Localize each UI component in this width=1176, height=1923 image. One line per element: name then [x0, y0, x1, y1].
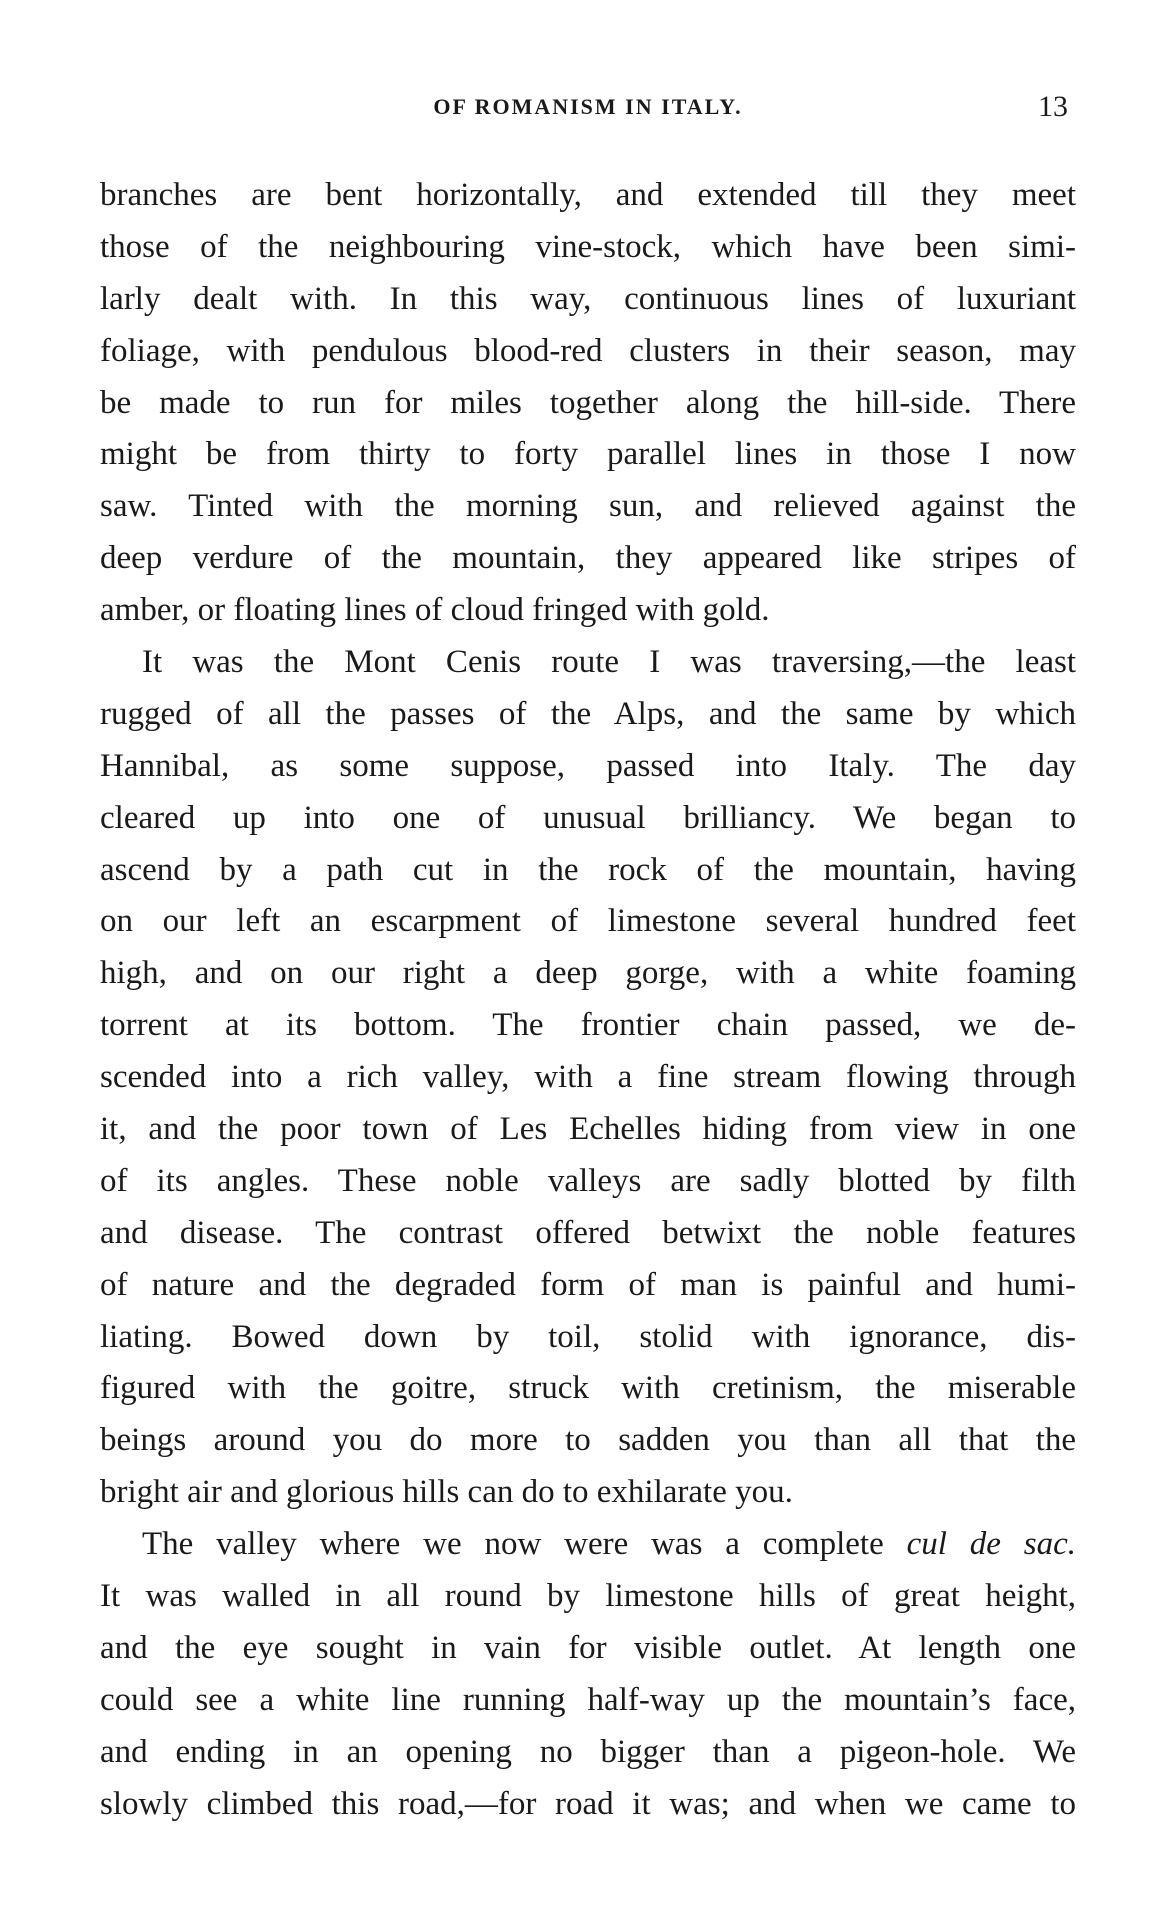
- paragraph-end-line: amber, or floating lines of cloud fringed with gold.: [100, 592, 770, 629]
- text-line: foliage, with pendulous blood-red clusters in their season, may: [100, 332, 1076, 369]
- running-head: [100, 90, 1076, 130]
- text-line: on our left an escarpment of limestone several hundred feet: [100, 903, 1076, 940]
- text-line: Hannibal, as some suppose, passed into Italy. The day: [100, 747, 1076, 784]
- text-line: of nature and the degraded form of man is painful and humi-: [100, 1266, 1076, 1303]
- text-line: liating. Bowed down by toil, stolid with ignorance, dis-: [100, 1318, 1076, 1355]
- line-text: The valley where we now were was a complete: [142, 1526, 884, 1563]
- text-line: saw. Tinted with the morning sun, and relieved against the: [100, 488, 1076, 525]
- body-text: [100, 170, 1076, 1831]
- text-line: high, and on our right a deep gorge, with a white foaming: [100, 955, 1076, 992]
- text-line: ascend by a path cut in the rock of the mountain, having: [100, 851, 1076, 888]
- text-line: those of the neighbouring vine-stock, which have been simi-: [100, 228, 1076, 265]
- text-line: slowly climbed this road,—for road it was; and when we came to: [100, 1785, 1076, 1822]
- text-line: and the eye sought in vain for visible outlet. At length one: [100, 1629, 1076, 1666]
- text-line: deep verdure of the mountain, they appeared like stripes of: [100, 540, 1076, 577]
- running-head-title: OF ROMANISM IN ITALY.: [433, 94, 743, 119]
- text-line: might be from thirty to forty parallel lines in those I now: [100, 436, 1076, 473]
- text-line: figured with the goitre, struck with cretinism, the miserable: [100, 1370, 1076, 1407]
- text-line: could see a white line running half-way up the mountain’s face,: [100, 1681, 1076, 1718]
- text-line: be made to run for miles together along the hill-side. There: [100, 384, 1076, 421]
- text-line: and disease. The contrast offered betwixt the noble features: [100, 1214, 1076, 1251]
- text-line: larly dealt with. In this way, continuous lines of luxuriant: [100, 280, 1076, 317]
- text-line: It was walled in all round by limestone hills of great height,: [100, 1578, 1076, 1615]
- text-line: beings around you do more to sadden you than all that the: [100, 1422, 1076, 1459]
- italic-phrase: cul de sac.: [906, 1526, 1077, 1563]
- paragraph-start-line: It was the Mont Cenis route I was traversing,—the least: [142, 644, 1076, 681]
- text-line: torrent at its bottom. The frontier chain passed, we de-: [100, 1007, 1076, 1044]
- text-line: rugged of all the passes of the Alps, and the same by which: [100, 695, 1076, 732]
- text-line: and ending in an opening no bigger than a pigeon-hole. We: [100, 1733, 1076, 1770]
- text-line: scended into a rich valley, with a fine stream flowing through: [100, 1059, 1076, 1096]
- page-number: 13: [1038, 90, 1068, 123]
- text-line: of its angles. These noble valleys are sadly blotted by filth: [100, 1162, 1076, 1199]
- text-line: branches are bent horizontally, and extended till they meet: [100, 177, 1076, 213]
- text-line: cleared up into one of unusual brilliancy. We began to: [100, 799, 1076, 836]
- text-line: it, and the poor town of Les Echelles hiding from view in one: [100, 1111, 1076, 1148]
- paragraph-start-line: [100, 1519, 1076, 1571]
- paragraph-end-line: bright air and glorious hills can do to exhilarate you.: [100, 1474, 793, 1511]
